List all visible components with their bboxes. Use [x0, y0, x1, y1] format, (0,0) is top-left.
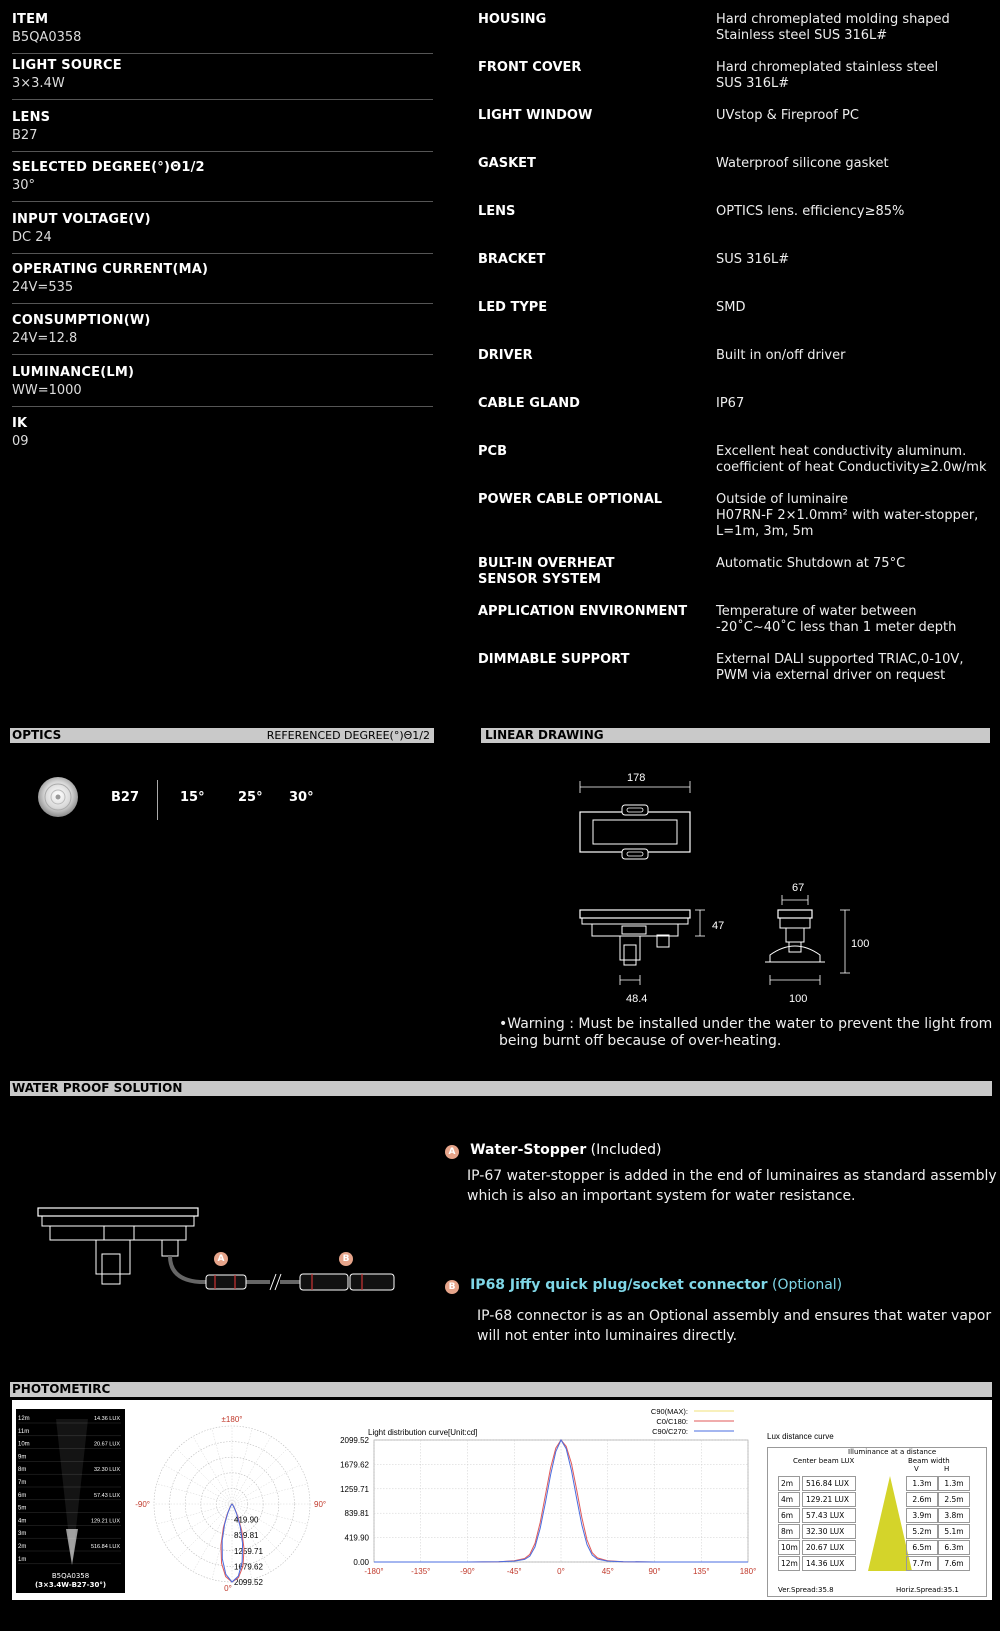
beam-row-label: 3m: [18, 1531, 27, 1538]
polar-ring-label: 1679.62: [234, 1562, 263, 1572]
left-spec-label: LENS: [12, 110, 51, 125]
lux-row: [778, 1476, 978, 1491]
polar-ring-label: 419.90: [234, 1515, 259, 1525]
right-spec-value: SUS 316L#: [716, 252, 790, 267]
spec-divider: [12, 151, 433, 152]
right-spec-label: DIMMABLE SUPPORT: [478, 652, 630, 667]
legend-label: C90/C270:: [652, 1427, 688, 1436]
left-spec-value: WW=1000: [12, 383, 82, 398]
waterproof-drawing: [30, 1200, 430, 1310]
left-spec-item: [12, 110, 433, 143]
x-tick-label: -90°: [460, 1567, 475, 1576]
lux-distance: 10m: [778, 1540, 800, 1555]
beam-row-label: 9m: [18, 1454, 27, 1461]
lux-row: [778, 1556, 978, 1571]
lux-distance: 8m: [778, 1524, 800, 1539]
spec-divider: [12, 406, 433, 407]
lux-value: 32.30 LUX: [802, 1524, 856, 1539]
optics-degree-25: 25°: [238, 790, 263, 805]
x-tick-label: 135°: [692, 1567, 710, 1576]
badge-b: B: [445, 1280, 459, 1294]
water-stopper-body: IP-67 water-stopper is added in the end of luminaires as standard assembly which is also an important system for water resistance.: [467, 1168, 997, 1204]
lux-distance: 2m: [778, 1476, 800, 1491]
lux-v-width: 3.9m: [906, 1508, 938, 1523]
spec-divider: [12, 53, 433, 54]
left-spec-item: [12, 58, 433, 91]
polar-bottom-label: 0°: [224, 1584, 232, 1593]
right-spec-value: Automatic Shutdown at 75°C: [716, 556, 906, 571]
lux-header1: Illuminance at a distance: [848, 1448, 937, 1456]
right-spec-label: HOUSING: [478, 12, 547, 27]
connector-note: (Optional): [767, 1277, 843, 1293]
beam-lux-label: 20.67 LUX: [94, 1441, 120, 1448]
lux-header-center: Center beam LUX: [793, 1457, 855, 1465]
y-tick-label: 419.90: [344, 1533, 369, 1543]
y-tick-label: 1259.71: [340, 1484, 369, 1494]
polar-spoke: [157, 1504, 232, 1524]
lux-row: [778, 1540, 978, 1555]
x-tick-label: -180°: [364, 1567, 384, 1576]
left-spec-item: [12, 160, 433, 193]
right-spec-label: CABLE GLAND: [478, 396, 580, 411]
polar-spoke: [164, 1465, 232, 1504]
right-spec-label: BULT-IN OVERHEAT SENSOR SYSTEM: [478, 556, 615, 587]
beam-lux-label: 32.30 LUX: [94, 1467, 120, 1474]
polar-ring-label: 1259.71: [234, 1546, 263, 1556]
water-stopper-title: Water-Stopper: [470, 1142, 587, 1158]
beam-row-label: 4m: [18, 1518, 27, 1525]
right-spec-value: OPTICS lens. efficiency≥85%: [716, 204, 905, 219]
left-spec-item: [12, 365, 433, 398]
left-spec-value: 24V=12.8: [12, 331, 78, 346]
beam-row-label: 11m: [18, 1428, 30, 1435]
left-spec-label: ITEM: [12, 12, 49, 27]
optics-header: [10, 728, 434, 743]
polar-ring-label: 839.81: [234, 1531, 259, 1541]
linear-drawing: [560, 765, 860, 1005]
lux-distance: 12m: [778, 1556, 800, 1571]
polar-right-label: 90°: [314, 1500, 327, 1509]
left-spec-item: [12, 416, 433, 449]
left-spec-label: OPERATING CURRENT(MA): [12, 262, 209, 277]
right-spec-value: Built in on/off driver: [716, 348, 846, 363]
left-spec-value: 30°: [12, 178, 36, 193]
left-spec-value: 3×3.4W: [12, 76, 65, 91]
polar-spoke: [157, 1484, 232, 1504]
waterproof-header: WATER PROOF SOLUTION: [10, 1081, 992, 1096]
photometric-panel: [12, 1400, 992, 1600]
lux-h-width: 6.3m: [938, 1540, 970, 1555]
left-spec-label: SELECTED DEGREE(°)Θ1/2: [12, 160, 205, 175]
lux-h-width: 3.8m: [938, 1508, 970, 1523]
left-spec-label: LUMINANCE(LM): [12, 365, 135, 380]
left-spec-label: IK: [12, 416, 28, 431]
right-spec-label: DRIVER: [478, 348, 533, 363]
dim-side-height: 47: [712, 920, 725, 932]
lux-h-width: 2.5m: [938, 1492, 970, 1507]
right-spec-value: IP67: [716, 396, 745, 411]
optics-title: OPTICS: [12, 728, 62, 742]
lux-row: [778, 1508, 978, 1523]
left-spec-item: [12, 262, 433, 295]
lux-footer-left: Ver.Spread:35.8: [778, 1586, 834, 1594]
x-tick-label: 45°: [601, 1567, 614, 1576]
right-spec-value: Temperature of water between -20˚C~40˚C less than 1 meter depth: [716, 604, 957, 635]
right-spec-value: Outside of luminaire H07RN-F 2×1.0mm² with water-stopper, L=1m, 3m, 5m: [716, 492, 979, 539]
lux-header-beam: Beam width: [908, 1457, 950, 1465]
lux-h-width: 5.1m: [938, 1524, 970, 1539]
polar-ring-label: 2099.52: [234, 1578, 263, 1587]
lux-distance: 6m: [778, 1508, 800, 1523]
waterproof-b: [445, 1274, 842, 1294]
beam-row-label: 7m: [18, 1480, 27, 1486]
lux-row: [778, 1524, 978, 1539]
lux-v-width: 5.2m: [906, 1524, 938, 1539]
lux-distance-panel: [767, 1404, 987, 1600]
lux-title: Lux distance curve: [767, 1432, 834, 1441]
connector-title: IP68 Jiffy quick plug/socket connector: [470, 1277, 768, 1293]
lux-value: 129.21 LUX: [802, 1492, 856, 1507]
lux-v-width: 7.7m: [906, 1556, 938, 1571]
dim-profile-top: 67: [792, 882, 805, 894]
x-tick-label: 180°: [739, 1567, 757, 1576]
left-spec-label: INPUT VOLTAGE(V): [12, 212, 151, 227]
beam-scale: [16, 1409, 125, 1593]
spec-divider: [12, 354, 433, 355]
chart-title: Light distribution curve[Unit:cd]: [368, 1428, 478, 1437]
dim-bottom-width: 48.4: [626, 993, 648, 1005]
right-spec-label: GASKET: [478, 156, 536, 171]
polar-top-label: ±180°: [221, 1415, 243, 1424]
optics-lens-label: B27: [111, 790, 139, 805]
linear-drawing-title: LINEAR DRAWING: [485, 728, 604, 742]
y-tick-label: 1679.62: [340, 1460, 369, 1470]
right-spec-value: Hard chromeplated molding shaped Stainless steel SUS 316L#: [716, 12, 950, 43]
photometric-header: PHOTOMETIRC: [10, 1382, 992, 1397]
lux-v-width: 1.3m: [906, 1476, 938, 1491]
lux-footer-right: Horiz.Spread:35.1: [896, 1586, 959, 1594]
beam-row-label: 6m: [18, 1492, 27, 1499]
drawing-badge-b: B: [339, 1252, 353, 1266]
left-spec-value: 09: [12, 434, 29, 449]
left-spec-value: 24V=535: [12, 280, 74, 295]
dim-profile-height: 100: [851, 938, 870, 950]
lux-header-v: V: [914, 1465, 919, 1473]
polar-spoke: [232, 1484, 307, 1504]
polar-spoke: [177, 1449, 232, 1504]
spec-divider: [12, 201, 433, 202]
linear-drawing-header: [481, 728, 990, 743]
right-spec-label: LIGHT WINDOW: [478, 108, 593, 123]
right-spec-value: External DALI supported TRIAC,0-10V, PWM via external driver on request: [716, 652, 964, 683]
legend-label: C90(MAX):: [650, 1407, 688, 1416]
lux-row: [778, 1492, 978, 1507]
lux-v-width: 2.6m: [906, 1492, 938, 1507]
polar-spoke: [232, 1436, 271, 1504]
lux-value: 516.84 LUX: [802, 1476, 856, 1491]
left-spec-value: B27: [12, 128, 38, 143]
beam-lux-label: 14.36 LUX: [94, 1416, 120, 1422]
right-spec-value: Excellent heat conductivity aluminum. coefficient of heat Conductivity≥2.0w/mk: [716, 444, 987, 475]
left-spec-item: [12, 212, 433, 245]
beam-lux-label: 516.84 LUX: [90, 1544, 120, 1550]
right-spec-label: PCB: [478, 444, 507, 459]
right-spec-label: POWER CABLE OPTIONAL: [478, 492, 663, 507]
lux-table: [767, 1447, 987, 1597]
beam-row-label: 12m: [18, 1416, 30, 1422]
polar-spoke: [212, 1429, 232, 1504]
dim-profile-bottom: 100: [789, 993, 808, 1005]
polar-diagram: [132, 1404, 332, 1599]
lux-value: 57.43 LUX: [802, 1508, 856, 1523]
right-spec-value: Waterproof silicone gasket: [716, 156, 889, 171]
drawing-badge-a: A: [214, 1252, 228, 1266]
optics-degree-15: 15°: [180, 790, 205, 805]
optics-degree-30: 30°: [289, 790, 314, 805]
spec-divider: [12, 253, 433, 254]
linear-warning: •Warning : Must be installed under the water to prevent the light from being burnt off because of over-heating.: [499, 1016, 993, 1049]
y-tick-label: 0.00: [353, 1558, 369, 1567]
distribution-chart: [332, 1404, 762, 1600]
lens-image: [37, 776, 79, 818]
polar-spoke: [232, 1429, 252, 1504]
beam-row-label: 8m: [18, 1467, 27, 1474]
lux-value: 20.67 LUX: [802, 1540, 856, 1555]
right-spec-value: SMD: [716, 300, 746, 315]
lux-header-h: H: [944, 1465, 950, 1473]
x-tick-label: -135°: [411, 1567, 431, 1576]
beam-caption-2: (3×3.4W-B27-30°): [34, 1581, 107, 1589]
lux-v-width: 6.5m: [906, 1540, 938, 1555]
right-spec-value: UVstop & Fireproof PC: [716, 108, 859, 123]
left-spec-value: B5QA0358: [12, 30, 82, 45]
lux-h-width: 1.3m: [938, 1476, 970, 1491]
lux-value: 14.36 LUX: [802, 1556, 856, 1571]
right-spec-value: Hard chromeplated stainless steel SUS 316L#: [716, 60, 939, 91]
right-spec-label: LENS: [478, 204, 516, 219]
left-spec-item: [12, 12, 433, 45]
left-spec-label: LIGHT SOURCE: [12, 58, 122, 73]
legend-label: C0/C180:: [656, 1417, 688, 1426]
beam-row-label: 10m: [18, 1441, 30, 1448]
dim-top-width: 178: [627, 772, 646, 784]
y-tick-label: 2099.52: [340, 1436, 369, 1445]
beam-row-label: 2m: [18, 1544, 27, 1550]
x-tick-label: 90°: [648, 1567, 661, 1576]
right-spec-label: FRONT COVER: [478, 60, 582, 75]
beam-row-label: 5m: [18, 1505, 27, 1512]
beam-core: [66, 1529, 78, 1565]
polar-spoke: [193, 1436, 232, 1504]
beam-row-label: 1m: [18, 1556, 27, 1563]
x-tick-label: -45°: [506, 1567, 522, 1576]
beam-caption-1: B5QA0358: [51, 1572, 90, 1580]
polar-left-label: -90°: [135, 1500, 150, 1509]
waterproof-a: [445, 1139, 661, 1159]
left-spec-value: DC 24: [12, 230, 52, 245]
right-spec-label: APPLICATION ENVIRONMENT: [478, 604, 688, 619]
polar-spoke: [232, 1465, 300, 1504]
spec-divider: [12, 303, 433, 304]
water-stopper-note: (Included): [586, 1142, 662, 1158]
optics-subtitle: REFERENCED DEGREE(°)Θ1/2: [266, 729, 430, 742]
beam-lux-label: 129.21 LUX: [90, 1518, 120, 1525]
beam-lux-label: 57.43 LUX: [94, 1492, 120, 1499]
lux-h-width: 7.6m: [938, 1556, 970, 1571]
right-spec-label: BRACKET: [478, 252, 546, 267]
y-tick-label: 839.81: [344, 1509, 369, 1519]
lux-distance: 4m: [778, 1492, 800, 1507]
polar-spoke: [232, 1449, 287, 1504]
x-tick-label: 0°: [557, 1567, 565, 1576]
spec-divider: [12, 99, 433, 100]
left-spec-label: CONSUMPTION(W): [12, 313, 151, 328]
polar-spoke: [193, 1504, 232, 1572]
badge-a: A: [445, 1145, 459, 1159]
connector-body: IP-68 connector is as an Optional assembly and ensures that water vapor will not enter into luminaires directly.: [477, 1308, 992, 1344]
right-spec-label: LED TYPE: [478, 300, 548, 315]
left-spec-item: [12, 313, 433, 346]
optics-divider: [157, 780, 158, 820]
